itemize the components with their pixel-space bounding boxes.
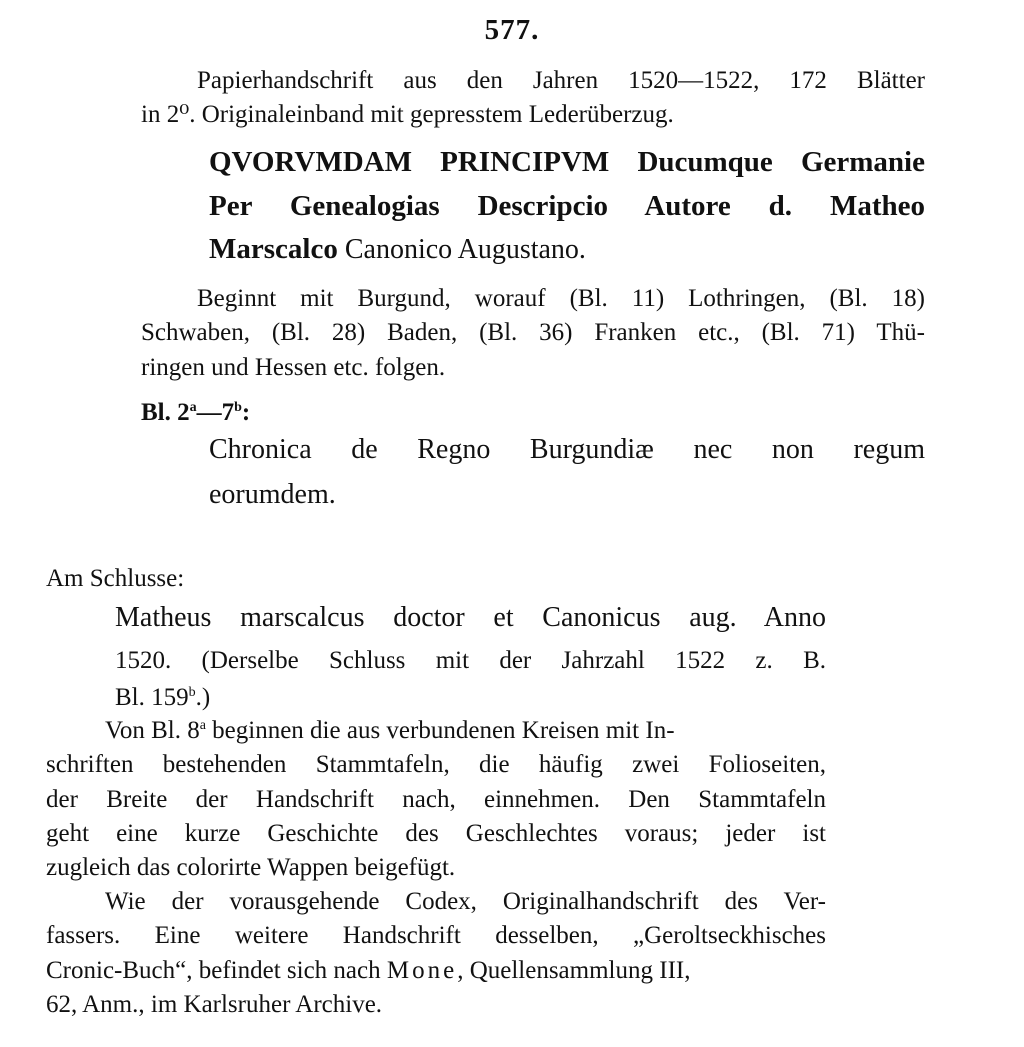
- paragraph-2-line-3: Cronic-Buch“, befindet sich nach Mone, Quellensammlung III,: [46, 957, 691, 984]
- contents-line-2: Schwaben, (Bl. 28) Baden, (Bl. 36) Franken etc., (Bl. 71) Thü-: [141, 319, 925, 346]
- paragraph-1-line-2: schriften bestehenden Stammtafeln, die häufig zwei Folioseiten,: [46, 751, 826, 778]
- paragraph-1-line-3: der Breite der Handschrift nach, einnehmen. Den Stammtafeln: [46, 786, 826, 813]
- intro-line-2: in 2⁰. Originaleinband mit gepresstem Lederüberzug.: [141, 101, 674, 128]
- author-reference-mone: Mone: [386, 957, 458, 984]
- author-title: Canonico Augustano.: [337, 234, 586, 265]
- paragraph-1-line-5: zugleich das colorirte Wappen beigefügt.: [46, 854, 456, 881]
- paragraph-1-line-1: Von Bl. 8$^a$ beginnen die aus verbundenen Kreisen mit In-: [105, 717, 675, 744]
- intro-line-1: Papierhandschrift aus den Jahren 1520—1522, 172 Blätter: [197, 67, 925, 94]
- title-line-1: QVORVMDAM PRINCIPVM Ducumque Germanie: [209, 146, 925, 178]
- chronica-line-2: eorumdem.: [209, 479, 336, 510]
- paragraph-1-line-4: geht eine kurze Geschichte des Geschlechtes voraus; jeder ist: [46, 820, 826, 847]
- paragraph-2-line-4: 62, Anm., im Karlsruher Archive.: [46, 991, 383, 1018]
- chronica-line-1: Chronica de Regno Burgundiæ nec non regum: [209, 434, 925, 465]
- folio-reference: Bl. 2$^a$—7$^b$:: [141, 399, 251, 426]
- contents-line-3: ringen und Hessen etc. folgen.: [141, 354, 446, 381]
- schlusse-line-2: 1520. (Derselbe Schluss mit der Jahrzahl 1522 z. B.: [115, 647, 826, 674]
- paragraph-2-line-1: Wie der vorausgehende Codex, Originalhandschrift des Ver-: [105, 888, 826, 915]
- paragraph-2-line-2: fassers. Eine weitere Handschrift desselben, „Geroltseckhisches: [46, 922, 826, 949]
- schlusse-label: Am Schlusse:: [46, 565, 185, 592]
- author-name: Marscalco: [209, 233, 338, 265]
- schlusse-line-3: Bl. 159$^b$.): [115, 684, 211, 711]
- page-number: 577.: [484, 14, 540, 46]
- title-line-3: [209, 231, 586, 268]
- contents-line-1: Beginnt mit Burgund, worauf (Bl. 11) Lothringen, (Bl. 18): [197, 285, 925, 312]
- schlusse-line-1: Matheus marscalcus doctor et Canonicus aug. Anno: [115, 602, 826, 633]
- title-line-2: Per Genealogias Descripcio Autore d. Matheo: [209, 190, 925, 222]
